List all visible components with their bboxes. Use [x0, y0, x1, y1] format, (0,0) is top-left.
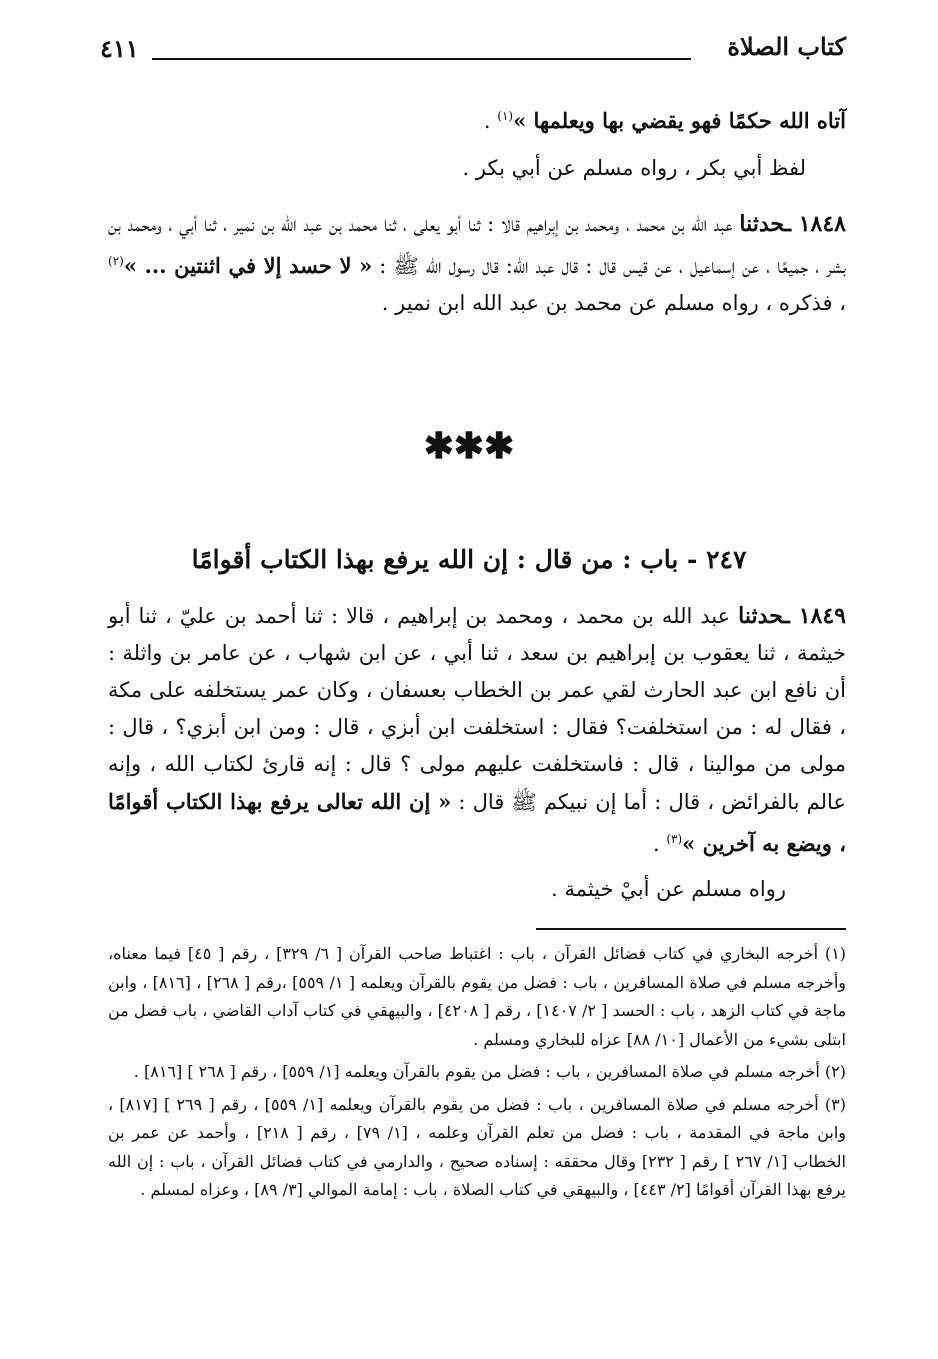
quote-text: آتاه الله حكمًا فهو يقضي بها ويعلمها » [513, 108, 846, 133]
footnote-1: (١) أخرجه البخاري في كتاب فضائل القرآن ، باب : اغتباط صاحب القرآن [ ٦/ ٣٢٩] ، رقم [ ٤٥] فيما معناه، وأخرجه مسلم في صلاة المسافرين ، باب : فضل من يقوم بالقرآن ويعلمه [ ١/ ٥٥٩] ،رقم [ ٢٦٨] ، [٨١٦] ، وابن ماجة في كتاب الزهد ، باب : الحسد [ ٢/ ١٤٠٧] ، رقم [ ٤٢٠٨] ، والبيهقي في كتاب آداب القاضي ، باب فضل من ابتلى بشيء من الأعمال [١٠/ ٨٨] عزاه للبخاري ومسلم . [108, 944, 847, 1049]
footnote-ref-1: (١) [497, 109, 514, 123]
section-separator: ✱✱✱ [423, 425, 515, 467]
matn-quote: « لا حسد إلا في اثنتين ... » [123, 253, 373, 278]
isnad-text: عبد الله بن محمد ، ومحمد بن إبراهيم قالا : ثنا أبو يعلى ، ثنا محمد بن عبد الله بن نمير ، ثنا أبي ، ومحمد بن بشر ، جميعًا ، عن إسماعيل ، عن قيس قال : قال عبد الله: قال رسول الله ﷺ : [108, 212, 847, 278]
chapter-heading: ٢٤٧ - باب : من قال : إن الله يرفع بهذا الكتاب أقوامًا [191, 545, 747, 574]
isnad-text: عبد الله بن محمد ، ومحمد بن إبراهيم ، قالا : ثنا أحمد بن عليّ ، ثنا أبو خيثمة ، ثنا يعقوب بن إبراهيم بن سعد ، ثنا أبي ، عن ابن شهاب ، عن عامر بن واثلة : أن نافع ابن عبد الحارث لقي عمر بن الخطاب بعسفان ، وكان عمر يستخلفه على مكة ، فقال له : من استخلفت؟ فقال : استخلفت ابن أبزي ، قال : ومن ابن أبزي؟ ، قال : مولى من موالينا ، قال : فاستخلفت عليهم مولى ؟ قال : إنه قارئ لكتاب الله ، وإنه عالم بالفرائض ، قال : أما إن نبيكم ﷺ قال : [108, 604, 846, 814]
matn-quote: « إن الله تعالى يرفع بهذا الكتاب أقوامًا ، ويضع به آخرين » [108, 789, 846, 856]
footnote-ref-2: (٢) [108, 254, 124, 268]
continuation-line [108, 98, 846, 140]
continuation-block [108, 98, 846, 187]
riwaya-line: رواه مسلم عن أبيْ خيثمة . [551, 877, 786, 901]
hadith-number: ١٨٤٨ ـ [784, 211, 846, 237]
line-end: . [483, 109, 498, 133]
footnote-3: (٣) أخرجه مسلم في صلاة المسافرين ، باب : فضل من يقوم بالقرآن ويعلمه [١/ ٥٥٩] ، رقم [ ٢٦٩ ] [٨١٧] ، وابن ماجة في المقدمة ، باب : فضل من تعلم القرآن وعلمه ، [١/ ٧٩] ، رقم [ ٢١٨] ، وأحمد عن عمر بن الخطاب [١/ ٢٦٧ ] رقم [ ٢٣٢] وقال محققه : إسناده صحيح ، والدارمي في كتاب فضائل القرآن ، باب : إن الله يرفع بهذا القرآن أقوامًا [٢/ ٤٤٣] ، والبيهقي في كتاب الصلاة ، باب : إمامة الموالي [٣/ ٨٩] ، وعزاه لمسلم . [108, 1094, 847, 1199]
hadith-number: ١٨٤٩ ـ [783, 603, 846, 629]
haddathana-label: حدثنا [738, 603, 784, 629]
hadith-1848 [108, 206, 846, 322]
riwaya-line: لفظ أبي بكر ، رواه مسلم عن أبي بكر . [462, 156, 806, 180]
hadith-1848-paragraph [108, 206, 846, 322]
footnote-rule [536, 928, 846, 930]
haddathana-label: حدثنا [739, 211, 785, 237]
footnote-ref-3: (٣) [666, 832, 683, 846]
running-header [100, 28, 846, 68]
takhrij-text: ، فذكره ، رواه مسلم عن محمد بن عبد الله ابن نمير . [381, 291, 846, 315]
hadith-1849-paragraph [108, 598, 846, 863]
footnote-2: (٢) أخرجه مسلم في صلاة المسافرين ، باب : فضل من يقوم بالقرآن ويعلمه [١/ ٥٥٩] ، رقم [ ٢٦٨ ] [٨١٦] . [133, 1062, 846, 1081]
line-end: . [652, 832, 667, 856]
header-rule [152, 58, 691, 60]
footnotes [108, 940, 846, 1209]
page-number: ٤١١ [100, 34, 139, 63]
hadith-1849 [108, 598, 846, 908]
book-title: كتاب الصلاة [727, 32, 846, 61]
